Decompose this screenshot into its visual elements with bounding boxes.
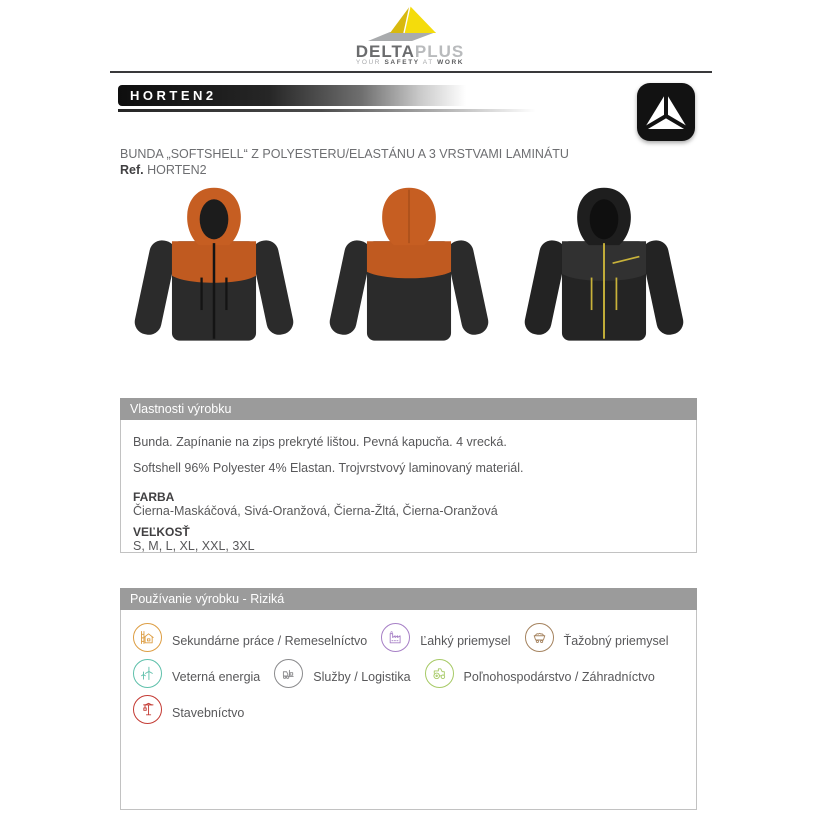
color-value: Čierna-Maskáčová, Sivá-Oranžová, Čierna-Žltá, Čierna-Oranžová bbox=[133, 504, 498, 518]
risk-item bbox=[133, 623, 381, 652]
brand-plus: PLUS bbox=[414, 42, 465, 61]
properties-section bbox=[120, 398, 697, 553]
color-label: FARBA bbox=[133, 490, 175, 504]
risk-label: Ľahký priemysel bbox=[420, 634, 511, 648]
delta-triangle-icon bbox=[362, 4, 458, 44]
properties-line2: Softshell 96% Polyester 4% Elastan. Trojvrstvový laminovaný materiál. bbox=[133, 461, 524, 475]
banner-underline bbox=[118, 109, 698, 112]
ref-label: Ref. bbox=[120, 163, 144, 177]
delta-badge-icon bbox=[637, 83, 695, 141]
product-image-front-orange bbox=[128, 182, 300, 354]
properties-header: Vlastnosti výrobku bbox=[120, 398, 697, 420]
mine-cart-icon bbox=[525, 623, 554, 652]
tractor-icon bbox=[425, 659, 454, 688]
top-divider bbox=[110, 71, 712, 73]
wind-turbine-icon bbox=[133, 659, 162, 688]
risk-item bbox=[133, 659, 274, 688]
properties-line1: Bunda. Zapínanie na zips prekryté lištou. Pevná kapucňa. 4 vrecká. bbox=[133, 435, 507, 449]
risks-section bbox=[120, 588, 697, 810]
forklift-icon bbox=[274, 659, 303, 688]
product-banner bbox=[118, 85, 698, 112]
brand-tagline: YOUR SAFETY AT WORK bbox=[355, 59, 465, 66]
risk-item bbox=[274, 659, 424, 688]
risk-row bbox=[133, 623, 684, 652]
ref-value: HORTEN2 bbox=[147, 163, 207, 177]
brand-mark-badge bbox=[637, 83, 695, 141]
risk-label: Služby / Logistika bbox=[313, 670, 411, 684]
brand-logo bbox=[0, 4, 820, 67]
risks-body bbox=[120, 610, 697, 810]
product-image-black bbox=[518, 182, 690, 354]
product-images bbox=[128, 182, 690, 354]
risk-row bbox=[133, 695, 684, 724]
risk-item bbox=[525, 623, 683, 652]
risk-label: Stavebníctvo bbox=[172, 706, 245, 720]
product-title: BUNDA „SOFTSHELL“ Z POLYESTERU/ELASTÁNU A 3 VRSTVAMI LAMINÁTU bbox=[120, 147, 569, 161]
size-value: S, M, L, XL, XXL, 3XL bbox=[133, 539, 255, 553]
brand-wordmark bbox=[0, 44, 820, 59]
risk-label: Ťažobný priemysel bbox=[563, 634, 669, 648]
risk-label: Veterná energia bbox=[172, 670, 261, 684]
factory-icon bbox=[381, 623, 410, 652]
size-label: VEĽKOSŤ bbox=[133, 525, 190, 539]
crane-icon bbox=[133, 695, 162, 724]
product-code-banner: HORTEN2 bbox=[118, 85, 698, 106]
scaffold-house-icon bbox=[133, 623, 162, 652]
risk-item bbox=[425, 659, 669, 688]
risk-label: Sekundárne práce / Remeselníctvo bbox=[172, 634, 368, 648]
properties-body bbox=[120, 420, 697, 553]
product-image-back-orange bbox=[323, 182, 495, 354]
risk-row bbox=[133, 659, 684, 688]
risks-header: Používanie výrobku - Riziká bbox=[120, 588, 697, 610]
brand-delta: DELTA bbox=[355, 42, 415, 61]
product-ref bbox=[120, 163, 207, 177]
risk-item bbox=[133, 695, 258, 724]
risk-item bbox=[381, 623, 524, 652]
risk-label: Poľnohospodárstvo / Záhradníctvo bbox=[463, 670, 655, 684]
